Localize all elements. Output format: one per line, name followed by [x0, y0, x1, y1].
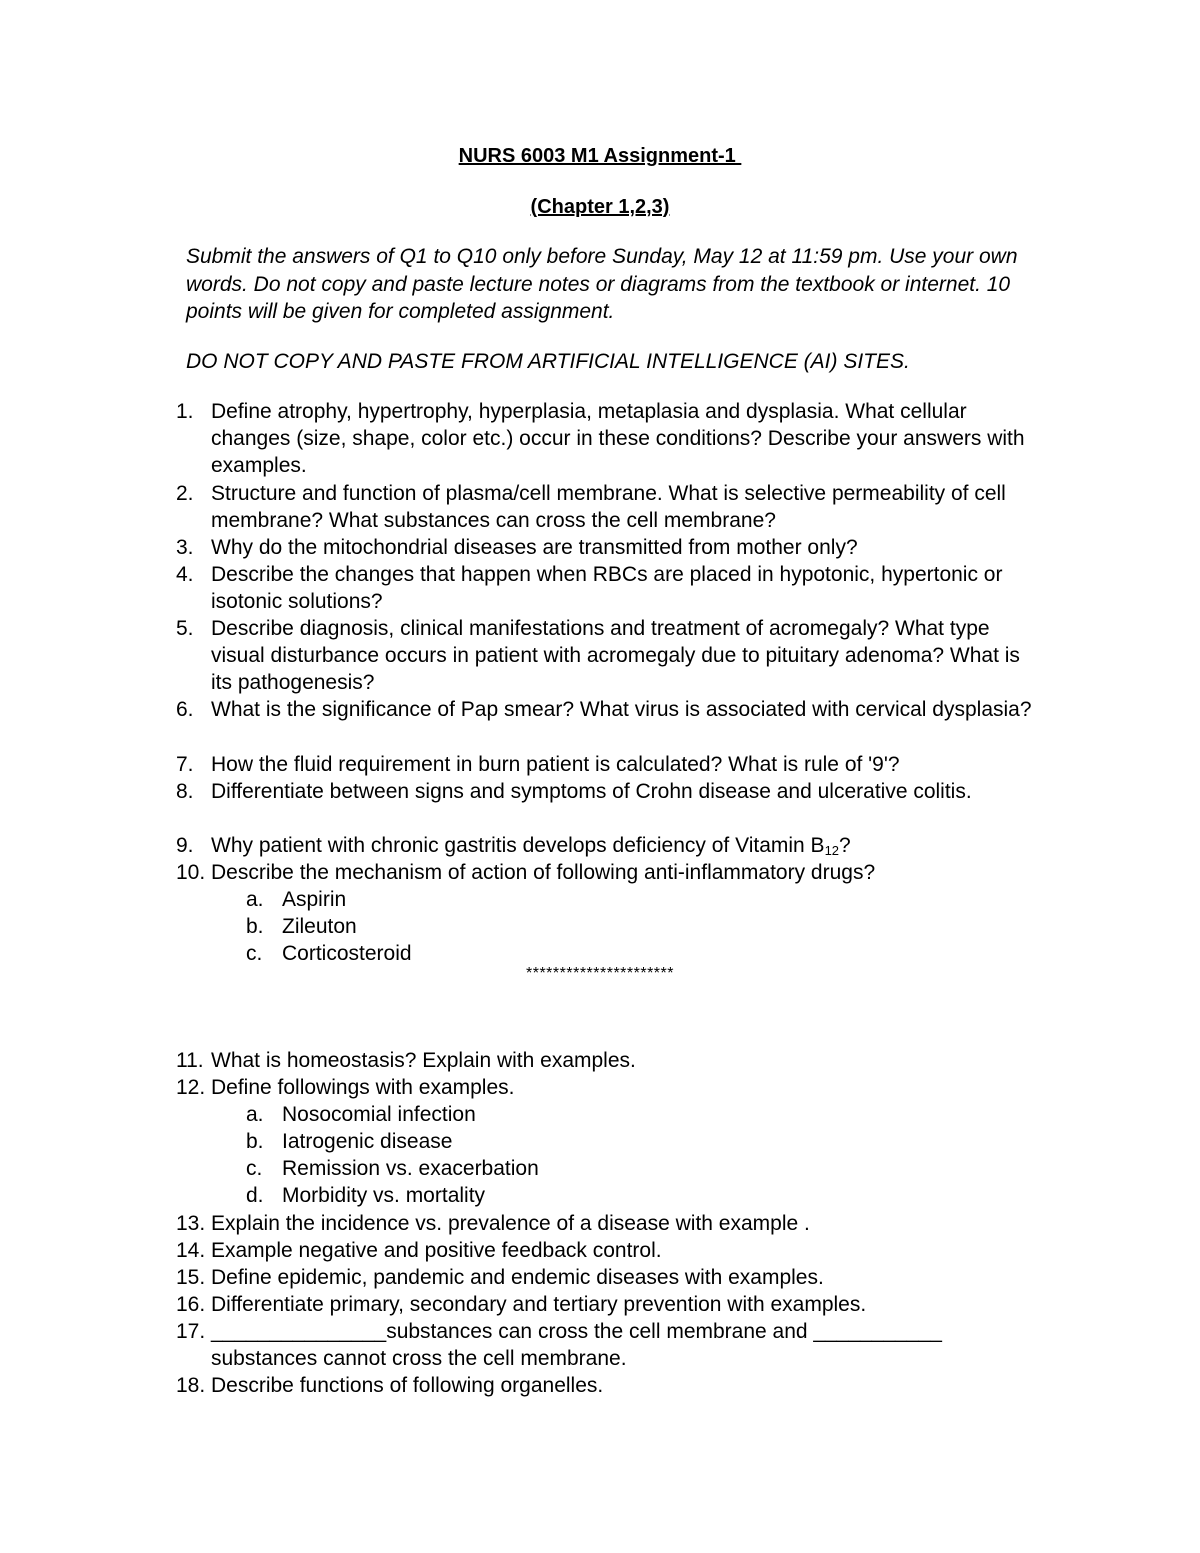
- question-text: What is homeostasis? Explain with examples.: [211, 1049, 636, 1072]
- question-text: How the fluid requirement in burn patient is calculated? What is rule of '9'?: [211, 753, 900, 776]
- question-text: Explain the incidence vs. prevalence of a disease with example .: [211, 1212, 810, 1235]
- sub-item-label: a.: [246, 1103, 264, 1126]
- sub-item-label: c.: [246, 942, 263, 965]
- question-10: [176, 859, 1046, 886]
- question-number: 15.: [176, 1266, 206, 1289]
- sub-item-text: Morbidity vs. mortality: [282, 1184, 486, 1207]
- sub-item-label: b.: [246, 1130, 264, 1153]
- sub-item-label: a.: [246, 888, 264, 911]
- sub-item: [246, 1155, 539, 1182]
- question-text: Describe functions of following organelles.: [211, 1374, 604, 1397]
- sub-item: [246, 1128, 452, 1155]
- question-number: 9.: [176, 834, 194, 857]
- question-number: 14.: [176, 1239, 206, 1262]
- sub-item-label: d.: [246, 1184, 264, 1207]
- sub-item: [246, 1101, 476, 1128]
- question-14: [176, 1237, 1046, 1264]
- instructions-text: Submit the answers of Q1 to Q10 only before Sunday, May 12 at 11:59 pm. Use your own words. Do not copy and paste lecture notes or diagrams from the textbook or internet. 10 points will be given for completed assignment.: [186, 245, 1018, 323]
- question-text-main: Why patient with chronic gastritis develops deficiency of Vitamin B: [211, 834, 825, 857]
- question-11: [176, 1047, 1046, 1074]
- question-text: Define followings with examples.: [211, 1076, 515, 1099]
- question-2: [176, 480, 1046, 534]
- sub-item-text: Nosocomial infection: [282, 1103, 476, 1126]
- question-5: [176, 615, 1046, 696]
- question-17: [176, 1318, 1046, 1372]
- question-18: [176, 1372, 1046, 1399]
- question-text: Differentiate between signs and symptoms of Crohn disease and ulcerative colitis.: [211, 780, 972, 803]
- document-title: NURS 6003 M1 Assignment-1: [458, 145, 742, 167]
- question-text: Differentiate primary, secondary and tertiary prevention with examples.: [211, 1293, 867, 1316]
- sub-item-text: Remission vs. exacerbation: [282, 1157, 539, 1180]
- question-15: [176, 1264, 1046, 1291]
- question-number: 6.: [176, 698, 194, 721]
- section-separator: **********************: [526, 965, 674, 982]
- question-1: [176, 398, 1046, 479]
- question-number: 7.: [176, 753, 194, 776]
- question-text: Define atrophy, hypertrophy, hyperplasia, metaplasia and dysplasia. What cellular changes (size, shape, color etc.) occur in these conditions? Describe your answers with examples.: [211, 400, 1025, 477]
- question-number: 2.: [176, 482, 194, 505]
- sub-item: [246, 913, 357, 940]
- question-text: Example negative and positive feedback control.: [211, 1239, 662, 1262]
- question-number: 16.: [176, 1293, 206, 1316]
- document-subtitle: (Chapter 1,2,3): [530, 196, 670, 218]
- question-text-end: ?: [839, 834, 851, 857]
- question-text: _______________substances can cross the cell membrane and ___________ substances cannot cross the cell membrane.: [211, 1320, 942, 1370]
- sub-item-text: Zileuton: [282, 915, 357, 938]
- sub-item-text: Iatrogenic disease: [282, 1130, 453, 1153]
- question-text: Describe the changes that happen when RBCs are placed in hypotonic, hypertonic or isotonic solutions?: [211, 563, 1003, 613]
- sub-item: [246, 940, 412, 967]
- question-4: [176, 561, 1046, 615]
- question-8: [176, 778, 1046, 805]
- question-number: 5.: [176, 617, 194, 640]
- question-text: Structure and function of plasma/cell membrane. What is selective permeability of cell membrane? What substances can cross the cell membrane?: [211, 482, 1006, 532]
- sub-item-label: c.: [246, 1157, 263, 1180]
- question-number: 18.: [176, 1374, 206, 1397]
- question-number: 8.: [176, 780, 194, 803]
- sub-item: [246, 886, 346, 913]
- sub-item-text: Corticosteroid: [282, 942, 412, 965]
- sub-item: [246, 1182, 485, 1209]
- question-3: [176, 534, 1046, 561]
- question-text: Why do the mitochondrial diseases are transmitted from mother only?: [211, 536, 858, 559]
- question-text: Describe diagnosis, clinical manifestations and treatment of acromegaly? What type visual disturbance occurs in patient with acromegaly due to pituitary adenoma? What is its pathogenesis?: [211, 617, 1020, 694]
- ai-warning-text: DO NOT COPY AND PASTE FROM ARTIFICIAL INTELLIGENCE (AI) SITES.: [186, 350, 910, 373]
- question-number: 12.: [176, 1076, 206, 1099]
- question-6: [176, 696, 1046, 723]
- question-7: [176, 751, 1046, 778]
- subscript-12: 12: [824, 843, 840, 858]
- question-number: 1.: [176, 400, 194, 423]
- question-number: 10.: [176, 861, 206, 884]
- question-text: Describe the mechanism of action of following anti-inflammatory drugs?: [211, 861, 876, 884]
- question-13: [176, 1210, 1046, 1237]
- question-text: What is the significance of Pap smear? What virus is associated with cervical dysplasia?: [211, 698, 1032, 721]
- question-number: 13.: [176, 1212, 206, 1235]
- question-16: [176, 1291, 1046, 1318]
- sub-item-label: b.: [246, 915, 264, 938]
- question-number: 4.: [176, 563, 194, 586]
- question-number: 3.: [176, 536, 194, 559]
- question-number: 17.: [176, 1320, 206, 1343]
- question-text: Define epidemic, pandemic and endemic diseases with examples.: [211, 1266, 824, 1289]
- question-number: 11.: [176, 1049, 204, 1072]
- question-12: [176, 1074, 1046, 1101]
- sub-item-text: Aspirin: [282, 888, 347, 911]
